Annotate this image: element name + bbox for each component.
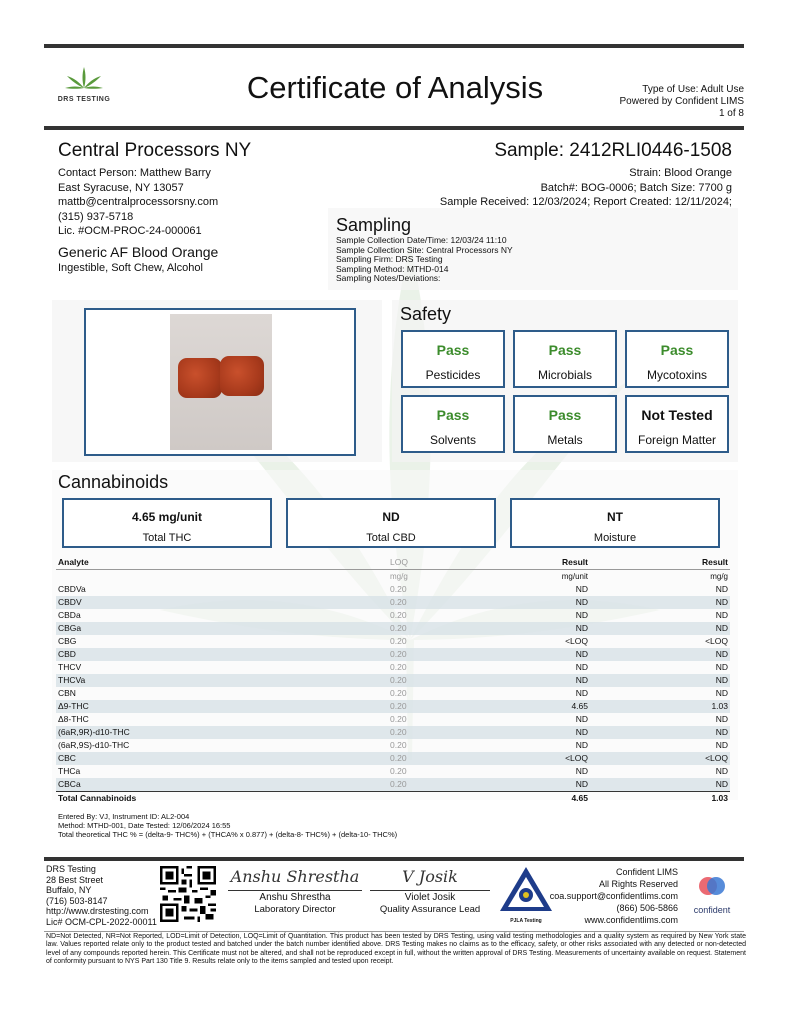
method: Method: MTHD-001, Date Tested: 12/06/2024 16:55 bbox=[58, 821, 231, 830]
product-description: Ingestible, Soft Chew, Alcohol bbox=[58, 262, 203, 274]
header-meta bbox=[619, 84, 744, 120]
type-of-use: Type of Use: Adult Use bbox=[642, 84, 744, 95]
safety-result: Not Tested bbox=[641, 407, 713, 423]
col-analyte: Analyte bbox=[56, 556, 390, 570]
confident-wordmark: confident bbox=[693, 905, 731, 915]
confident-lims-contact bbox=[550, 866, 678, 926]
loq-cell: 0.20 bbox=[390, 596, 450, 609]
col-result-unit: Result bbox=[450, 556, 590, 570]
sample-received: Sample Received: 12/03/2024; Report Created: 12/11/2024; bbox=[439, 196, 732, 208]
analyte-table bbox=[56, 556, 730, 805]
product-photo bbox=[170, 314, 272, 450]
safety-box-solvents bbox=[401, 395, 505, 453]
sample-info bbox=[440, 140, 732, 210]
safety-box-microbials bbox=[513, 330, 617, 388]
client-name: Central Processors NY bbox=[58, 140, 252, 161]
signature-image: V Josik bbox=[402, 867, 458, 886]
client-contact: Contact Person: Matthew Barry bbox=[58, 167, 211, 179]
analyte-cell: THCV bbox=[58, 662, 82, 672]
pjla-triangle-icon bbox=[498, 865, 554, 913]
lab-address bbox=[46, 864, 157, 928]
safety-result: Pass bbox=[436, 342, 470, 358]
safety-result: Pass bbox=[660, 342, 694, 358]
analyte-cell: (6aR,9S)-d10-THC bbox=[58, 740, 130, 750]
safety-section bbox=[392, 300, 738, 462]
conf-line: All Rights Reserved bbox=[598, 879, 678, 889]
table-units-row bbox=[56, 570, 730, 584]
sample-id: Sample: 2412RLI0446-1508 bbox=[494, 140, 732, 161]
table-row bbox=[56, 726, 730, 739]
safety-label: Foreign Matter bbox=[637, 433, 717, 447]
analyte-cell: CBDVa bbox=[58, 584, 86, 594]
result-mg-cell: 1.03 bbox=[590, 700, 730, 713]
safety-result: Pass bbox=[548, 342, 582, 358]
disclaimer-text: ND=Not Detected, NR=Not Reported, LOD=Limit of Detection, LOQ=Limit of Quantitation. This product has been tested by DRS Testing, using valid testing methodologies and a quality system as required by New York state law. Values reported relate only to the product tested and batched under the batch number identified above. DRS Testing makes no claims as to the efficacy, safety, or other risks associated with any detected or non-detected level of any compounds reported herein. This Certificate must not be altered, and shall not be reproduced except in full, without the written approval of DRS Testing. Measurements of uncertainty available on request. Statement of conformity pursuant to NYS Part 130 Title 9. Results relate only to the items sampled and tested upon receipt. bbox=[46, 933, 746, 966]
result-unit-cell: <LOQ bbox=[565, 636, 588, 646]
result-unit-cell: ND bbox=[450, 648, 590, 661]
signature-line bbox=[228, 890, 362, 891]
drs-testing-logo bbox=[44, 66, 124, 103]
leaf-logo-icon bbox=[64, 66, 104, 94]
result-mg-cell: ND bbox=[715, 766, 728, 776]
analyte-cell: THCVa bbox=[56, 674, 390, 687]
conf-email-link[interactable]: coa.support@confidentlims.com bbox=[549, 891, 678, 901]
signer-name: Violet Josik bbox=[404, 892, 456, 903]
pjla-text: PJLA Testing bbox=[510, 918, 542, 924]
confident-circles-icon bbox=[697, 874, 727, 898]
summary-label: Moisture bbox=[593, 532, 637, 544]
sampling-line: Sampling Firm: DRS Testing bbox=[336, 254, 443, 264]
lab-website-link[interactable]: http://www.drstesting.com bbox=[46, 906, 149, 917]
loq-cell: 0.20 bbox=[390, 584, 407, 594]
total-mg: 1.03 bbox=[590, 792, 730, 806]
result-unit-cell: ND bbox=[450, 674, 590, 687]
loq-cell: 0.20 bbox=[390, 714, 407, 724]
analyte-cell: CBCa bbox=[56, 778, 390, 792]
analyte-cell: THCa bbox=[58, 766, 81, 776]
page-number: 1 of 8 bbox=[718, 108, 744, 119]
safety-box-mycotoxins bbox=[625, 330, 729, 388]
top-divider bbox=[44, 44, 744, 48]
result-unit-cell: <LOQ bbox=[450, 752, 590, 765]
table-row bbox=[56, 713, 730, 726]
analyte-cell: CBC bbox=[56, 752, 390, 765]
unit-cell: mg/g bbox=[710, 572, 728, 581]
analyte-cell: CBDV bbox=[56, 596, 390, 609]
loq-cell: 0.20 bbox=[390, 636, 407, 646]
summary-moisture bbox=[510, 498, 720, 548]
page-title: Certificate of Analysis bbox=[246, 70, 544, 105]
result-mg-cell: ND bbox=[590, 674, 730, 687]
total-unit: 4.65 bbox=[450, 792, 590, 806]
result-mg-cell: ND bbox=[715, 662, 728, 672]
result-unit-cell: ND bbox=[575, 662, 588, 672]
summary-label: Total THC bbox=[142, 532, 192, 544]
unit-cell: mg/g bbox=[390, 572, 408, 581]
signature-lab-director bbox=[228, 864, 362, 916]
unit-cell: mg/unit bbox=[561, 572, 588, 581]
table-row bbox=[56, 583, 730, 596]
loq-cell bbox=[390, 792, 450, 806]
summary-value: 4.65 mg/unit bbox=[131, 510, 202, 524]
loq-cell: 0.20 bbox=[390, 622, 450, 635]
analyte-cell: CBG bbox=[58, 636, 77, 646]
table-row bbox=[56, 648, 730, 661]
summary-total-thc bbox=[62, 498, 272, 548]
lab-line: (716) 503-8147 bbox=[46, 895, 108, 906]
result-mg-cell: ND bbox=[590, 648, 730, 661]
result-unit-cell: ND bbox=[450, 596, 590, 609]
safety-label: Microbials bbox=[537, 368, 592, 382]
sample-batch: Batch#: BOG-0006; Batch Size: 7700 g bbox=[540, 181, 732, 194]
signature-image: Anshu Shrestha bbox=[230, 867, 360, 886]
sample-strain: Strain: Blood Orange bbox=[629, 167, 732, 179]
lab-line: Buffalo, NY bbox=[46, 885, 92, 896]
summary-label: Total CBD bbox=[366, 532, 416, 544]
result-mg-cell: <LOQ bbox=[590, 752, 730, 765]
powered-by: Powered by Confident LIMS bbox=[619, 96, 744, 107]
confident-logo bbox=[682, 874, 742, 915]
safety-label: Solvents bbox=[429, 433, 477, 447]
result-mg-cell: ND bbox=[590, 778, 730, 792]
gummy-image bbox=[178, 358, 222, 398]
analyte-cell: CBN bbox=[58, 688, 76, 698]
disclaimer-divider bbox=[44, 931, 744, 932]
result-unit-cell: ND bbox=[575, 766, 588, 776]
photo-frame bbox=[84, 308, 356, 456]
loq-cell: 0.20 bbox=[390, 700, 450, 713]
client-city: East Syracuse, NY 13057 bbox=[58, 181, 184, 194]
table-row bbox=[56, 661, 730, 674]
thc-formula: Total theoretical THC % = (delta-9- THC%) + (THCA% x 0.877) + (delta-8- THC%) + (delta-10- THC%) bbox=[58, 830, 398, 839]
analyte-cell: CBD bbox=[56, 648, 390, 661]
table-row bbox=[56, 609, 730, 622]
col-loq: LOQ bbox=[390, 556, 450, 570]
loq-cell: 0.20 bbox=[390, 778, 450, 792]
safety-result: Pass bbox=[548, 407, 582, 423]
cannabinoids-title: Cannabinoids bbox=[58, 472, 169, 492]
result-mg-cell: ND bbox=[715, 610, 728, 620]
pjla-accreditation-logo bbox=[498, 865, 554, 927]
header-divider bbox=[44, 126, 744, 130]
qr-code-icon[interactable] bbox=[160, 866, 216, 922]
result-unit-cell: ND bbox=[450, 726, 590, 739]
safety-label: Metals bbox=[547, 433, 583, 447]
safety-box-metals bbox=[513, 395, 617, 453]
result-mg-cell: ND bbox=[715, 688, 728, 698]
result-mg-cell: <LOQ bbox=[705, 636, 728, 646]
result-mg-cell: ND bbox=[590, 622, 730, 635]
result-mg-cell: ND bbox=[590, 596, 730, 609]
table-row bbox=[56, 778, 730, 792]
safety-box-pesticides bbox=[401, 330, 505, 388]
sampling-line: Sampling Method: MTHD-014 bbox=[336, 263, 449, 274]
loq-cell: 0.20 bbox=[390, 688, 407, 698]
footer-divider bbox=[44, 857, 744, 861]
unit-cell bbox=[56, 570, 390, 584]
table-row bbox=[56, 622, 730, 635]
loq-cell: 0.20 bbox=[390, 648, 450, 661]
safety-box-foreign-matter bbox=[625, 395, 729, 453]
table-row bbox=[56, 687, 730, 700]
analyte-cell: Δ8-THC bbox=[58, 714, 89, 724]
result-unit-cell: ND bbox=[575, 740, 588, 750]
loq-cell: 0.20 bbox=[390, 766, 407, 776]
client-phone: (315) 937-5718 bbox=[58, 210, 134, 223]
result-unit-cell: ND bbox=[575, 584, 588, 594]
sampling-line: Sampling Notes/Deviations: bbox=[336, 273, 441, 283]
analyte-cell: Δ9-THC bbox=[56, 700, 390, 713]
signer-title: Laboratory Director bbox=[254, 904, 336, 915]
conf-line: (866) 506-5866 bbox=[616, 903, 678, 913]
result-unit-cell: ND bbox=[450, 622, 590, 635]
result-mg-cell: ND bbox=[715, 714, 728, 724]
summary-value: ND bbox=[382, 510, 400, 524]
lab-line: Lic# OCM-CPL-2022-00011 bbox=[46, 916, 157, 927]
table-row bbox=[56, 596, 730, 609]
table-total-row bbox=[56, 792, 730, 806]
safety-result: Pass bbox=[436, 407, 470, 423]
lab-line: 28 Best Street bbox=[46, 874, 104, 885]
gummy-image bbox=[220, 356, 264, 396]
result-unit-cell: ND bbox=[575, 714, 588, 724]
table-row bbox=[56, 635, 730, 648]
sampling-title: Sampling bbox=[336, 215, 412, 235]
table-row bbox=[56, 752, 730, 765]
client-license: Lic. #OCM-PROC-24-000061 bbox=[58, 225, 202, 237]
analyte-cell: CBDa bbox=[58, 610, 81, 620]
client-email: mattb@centralprocessorsny.com bbox=[58, 196, 219, 208]
analyte-cell: CBGa bbox=[56, 622, 390, 635]
loq-cell: 0.20 bbox=[390, 610, 407, 620]
conf-website-link[interactable]: www.confidentlims.com bbox=[584, 915, 678, 925]
signer-name: Anshu Shrestha bbox=[259, 892, 331, 903]
signer-title: Quality Assurance Lead bbox=[379, 904, 481, 915]
signature-qa-lead bbox=[370, 864, 490, 916]
result-mg-cell: ND bbox=[715, 584, 728, 594]
result-unit-cell: ND bbox=[575, 610, 588, 620]
logo-text: DRS TESTING bbox=[57, 96, 111, 103]
table-row bbox=[56, 739, 730, 752]
sampling-section bbox=[328, 208, 738, 290]
sampling-line: Sample Collection Site: Central Processors NY bbox=[336, 244, 513, 255]
conf-line: Confident LIMS bbox=[615, 867, 678, 877]
product-info bbox=[58, 244, 318, 274]
product-name: Generic AF Blood Orange bbox=[58, 244, 219, 260]
table-row bbox=[56, 765, 730, 778]
table-row bbox=[56, 674, 730, 687]
result-unit-cell: ND bbox=[575, 688, 588, 698]
summary-value: NT bbox=[607, 510, 623, 524]
summary-total-cbd bbox=[286, 498, 496, 548]
test-notes bbox=[58, 812, 397, 839]
table-header-row bbox=[56, 556, 730, 570]
safety-label: Mycotoxins bbox=[646, 368, 708, 382]
result-unit-cell: ND bbox=[450, 778, 590, 792]
loq-cell: 0.20 bbox=[390, 740, 407, 750]
sampling-line: Sample Collection Date/Time: 12/03/24 11:10 bbox=[336, 235, 507, 245]
loq-cell: 0.20 bbox=[390, 674, 450, 687]
result-mg-cell: ND bbox=[715, 740, 728, 750]
loq-cell: 0.20 bbox=[390, 752, 450, 765]
loq-cell: 0.20 bbox=[390, 726, 450, 739]
safety-label: Pesticides bbox=[425, 368, 481, 382]
loq-cell: 0.20 bbox=[390, 662, 407, 672]
photo-panel bbox=[52, 300, 382, 462]
signature-line bbox=[370, 890, 490, 891]
lab-line: DRS Testing bbox=[46, 864, 96, 874]
total-label: Total Cannabinoids bbox=[56, 792, 390, 806]
table-row bbox=[56, 700, 730, 713]
col-result-mg: Result bbox=[590, 556, 730, 570]
result-mg-cell: ND bbox=[590, 726, 730, 739]
safety-title: Safety bbox=[400, 304, 452, 324]
result-unit-cell: 4.65 bbox=[450, 700, 590, 713]
analyte-cell: (6aR,9R)-d10-THC bbox=[56, 726, 390, 739]
entered-by: Entered By: VJ, Instrument ID: AL2-004 bbox=[58, 812, 190, 821]
